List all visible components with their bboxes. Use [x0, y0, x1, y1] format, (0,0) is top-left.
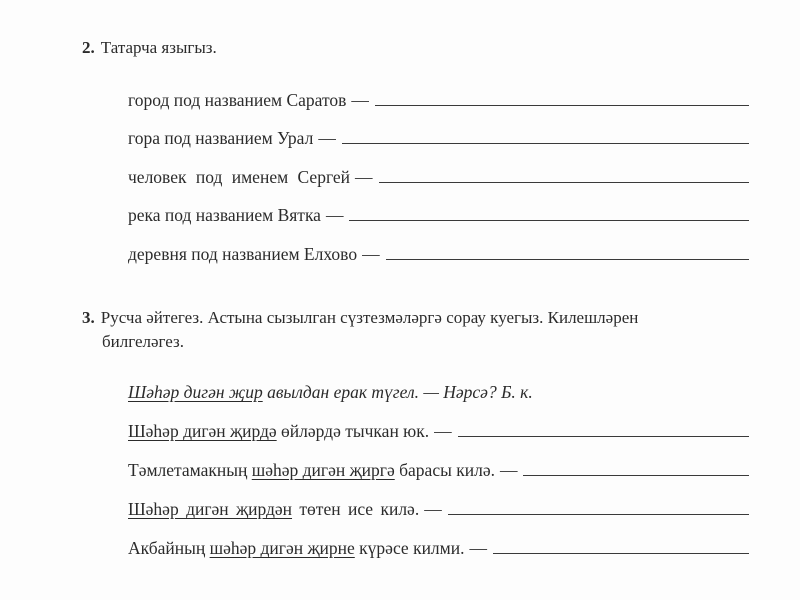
phrase-text: река под названием Вятка	[128, 205, 321, 225]
sentence-end: күрәсе килми.	[354, 538, 465, 558]
task-number: 2.	[82, 38, 95, 57]
question-item	[128, 494, 749, 520]
answer-blank[interactable]	[386, 259, 749, 260]
translation-item	[128, 200, 749, 226]
example-sentence	[128, 377, 749, 403]
dash: —	[362, 244, 380, 264]
answer-blank[interactable]	[379, 182, 749, 183]
sentence-text	[128, 460, 495, 481]
answer-blank[interactable]	[523, 475, 749, 476]
task-instruction-line-2: билгеләгез.	[102, 332, 185, 351]
dash: —	[469, 538, 487, 558]
example-text	[128, 382, 533, 403]
underlined-phrase: Шәһәр дигән җирдән	[128, 499, 293, 519]
underlined-phrase: шәһәр дигән җиргә	[251, 460, 395, 480]
phrase-text: город под названием Саратов	[128, 90, 347, 110]
task-instruction: Татарча языгыз.	[100, 38, 217, 57]
translation-item	[128, 239, 749, 265]
sentence-text	[128, 538, 464, 559]
task-instruction-line-1: Русча әйтегез. Астына сызылган сүзтезмәләргә сорау куегыз. Килешләрен	[100, 308, 639, 327]
answer-blank[interactable]	[458, 436, 749, 437]
phrase-text: человек под именем Сергей	[128, 167, 351, 187]
translation-item	[128, 162, 749, 188]
answer-blank[interactable]	[375, 105, 749, 106]
phrase-text: деревня под названием Елхово	[128, 244, 358, 264]
sentence-end: төтен исе килә.	[292, 499, 420, 519]
answer-blank[interactable]	[448, 514, 749, 515]
underlined-phrase: Шәһәр дигән җир	[128, 382, 263, 402]
dash: —	[318, 128, 336, 148]
sentence-end: өйләрдә тычкан юк.	[276, 421, 430, 441]
sentence-start: Акбайның	[128, 538, 210, 558]
dash: —	[355, 167, 373, 187]
underlined-phrase: шәһәр дигән җирне	[209, 538, 355, 558]
answer-blank[interactable]	[349, 220, 749, 221]
task-number: 3.	[82, 308, 95, 327]
translation-item	[128, 123, 749, 149]
sentence-rest: авылдан ерак түгел. — Нәрсә? Б. к.	[262, 382, 533, 402]
phrase-text: гора под названием Урал	[128, 128, 314, 148]
answer-blank[interactable]	[342, 143, 749, 144]
translation-item	[128, 85, 749, 111]
sentence-end: барасы килә.	[394, 460, 495, 480]
answer-blank[interactable]	[493, 553, 749, 554]
underlined-phrase: Шәһәр дигән җирдә	[128, 421, 277, 441]
task-2-heading	[82, 36, 752, 60]
dash: —	[325, 205, 344, 225]
question-item	[128, 533, 749, 559]
sentence-text	[128, 421, 429, 442]
dash: —	[499, 460, 518, 480]
dash: —	[424, 499, 442, 519]
question-item	[128, 416, 749, 442]
sentence-start: Тәмлетамакның	[128, 460, 252, 480]
sentence-text	[128, 499, 419, 520]
dash: —	[434, 421, 452, 441]
task-3-heading	[82, 306, 752, 354]
dash: —	[351, 90, 369, 110]
question-item	[128, 455, 749, 481]
